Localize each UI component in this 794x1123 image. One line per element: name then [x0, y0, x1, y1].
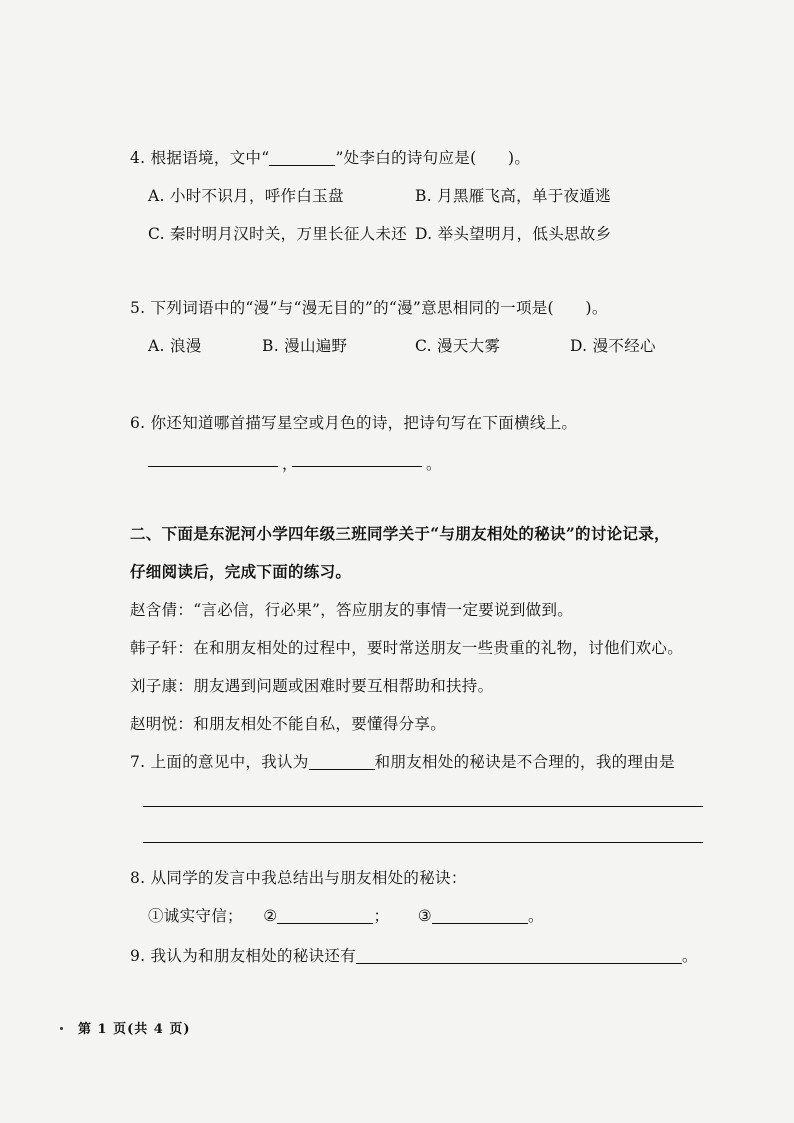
q7-blank[interactable]	[309, 754, 375, 771]
q5-option-b[interactable]: B. 漫山遍野	[262, 337, 348, 355]
q8-item-2-marker: ②	[263, 907, 278, 925]
q5-option-d[interactable]: D. 漫不经心	[570, 337, 656, 355]
q6-answer-line-2[interactable]	[292, 466, 422, 467]
q4-option-d[interactable]: D. 举头望明月，低头思故乡	[415, 225, 612, 243]
q4-option-c[interactable]: C. 秦时明月汉时关，万里长征人未还	[148, 225, 408, 243]
q8-blank-3[interactable]	[432, 908, 528, 925]
q8-item-1: ①诚实守信；	[148, 907, 243, 925]
q4-blank[interactable]	[269, 150, 335, 167]
q9-stem-text: 9. 我认为和朋友相处的秘诀还有	[130, 947, 357, 965]
q8-stem: 8. 从同学的发言中我总结出与朋友相处的秘诀：	[130, 869, 467, 887]
q6-comma: ，	[282, 455, 298, 473]
opinion-liu-zikang: 刘子康：朋友遇到问题或困难时要互相帮助和扶持。	[130, 677, 494, 695]
q8-end-period: 。	[527, 907, 544, 925]
q5-stem: 5. 下列词语中的“漫”与“漫无目的”的“漫”意思相同的一项是( )。	[130, 299, 608, 317]
q9-end-period: 。	[682, 947, 698, 965]
opinion-han-zixuan: 韩子轩：在和朋友相处的过程中，要时常送朋友一些贵重的礼物，讨他们欢心。	[130, 639, 684, 657]
q5-option-a[interactable]: A. 浪漫	[148, 337, 202, 355]
q8-blank-2[interactable]	[277, 908, 373, 925]
q8-separator: ；	[373, 907, 390, 925]
opinion-zhao-mingyue: 赵明悦：和朋友相处不能自私，要懂得分享。	[130, 715, 447, 733]
q7-stem	[130, 750, 675, 772]
q4-option-a[interactable]: A. 小时不识月，呼作白玉盘	[148, 187, 344, 205]
q4-option-b[interactable]: B. 月黑雁飞高，单于夜遁逃	[415, 187, 611, 205]
q6-period: 。	[426, 455, 442, 473]
q5-option-c[interactable]: C. 漫天大雾	[415, 337, 501, 355]
scan-dot	[60, 1027, 63, 1030]
section2-heading-line2: 仔细阅读后，完成下面的练习。	[130, 562, 352, 581]
q8-item-3-marker: ③	[417, 907, 432, 925]
q7-stem-part-a: 7. 上面的意见中，我认为	[130, 753, 309, 771]
q6-answer-line-1[interactable]	[148, 466, 278, 467]
q4-stem-part-a: 4. 根据语境，文中“	[130, 149, 270, 167]
q6-stem: 6. 你还知道哪首描写星空或月色的诗，把诗句写在下面横线上。	[130, 414, 578, 432]
q8-items	[148, 904, 544, 926]
q4-stem	[130, 146, 530, 168]
q4-stem-part-b: ”处李白的诗句应是( )。	[335, 149, 531, 167]
page-number: 第 1 页(共 4 页)	[78, 1022, 191, 1037]
q7-answer-line-1[interactable]	[143, 806, 703, 807]
q7-stem-part-b: 和朋友相处的秘诀是不合理的，我的理由是	[374, 753, 675, 771]
q7-answer-line-2[interactable]	[143, 842, 703, 843]
opinion-zhao-hanqian: 赵含倩：“言必信，行必果”，答应朋友的事情一定要说到做到。	[130, 601, 574, 619]
q9-blank[interactable]	[356, 948, 682, 965]
q9-stem	[130, 944, 698, 966]
section2-heading-line1: 二、下面是东泥河小学四年级三班同学关于“与朋友相处的秘诀”的讨论记录，	[130, 524, 670, 543]
